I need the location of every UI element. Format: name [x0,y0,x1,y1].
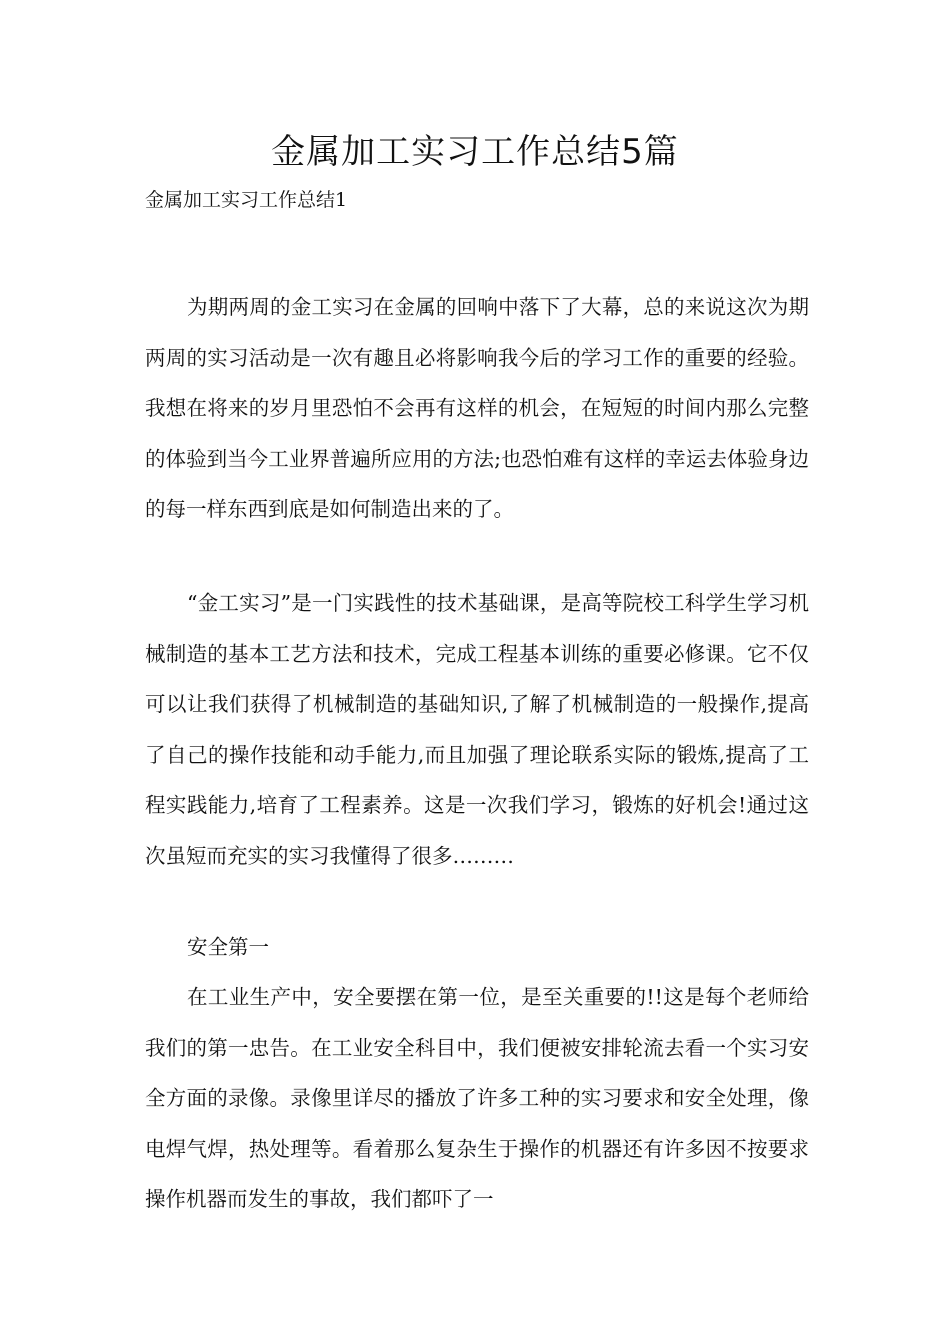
document-title: 金属加工实习工作总结5篇 [271,132,679,172]
section-heading: 金属加工实习工作总结1 [145,189,348,211]
paragraph-1: 为期两周的金工实习在金属的回响中落下了大幕，总的来说这次为期两周的实习活动是一次有趣且必将影响我今后的学习工作的重要的经验。我想在将来的岁月里恐怕不会再有这样的机会，在短短的时间内那么完整的体验到当今工业界普遍所应用的方法;也恐怕难有这样的幸运去体验身边的每一样东西到底是如何制造出来的了。 [145,295,809,521]
paragraph-3: 在工业生产中，安全要摆在第一位，是至关重要的!!这是每个老师给我们的第一忠告。在工业安全科目中，我们便被安排轮流去看一个实习安全方面的录像。录像里详尽的播放了许多工种的实习要求和安全处理，像电焊气焊，热处理等。看着那么复杂生于操作的机器还有许多因不按要求操作机器而发生的事故，我们都吓了一 [145,985,809,1211]
paragraph-2: “金工实习”是一门实践性的技术基础课，是高等院校工科学生学习机械制造的基本工艺方法和技术，完成工程基本训练的重要必修课。它不仅可以让我们获得了机械制造的基础知识,了解了机械制造的一般操作,提高了自己的操作技能和动手能力,而且加强了理论联系实际的锻炼,提高了工程实践能力,培育了工程素养。这是一次我们学习，锻炼的好机会!通过这次虽短而充实的实习我懂得了很多……… [145,591,809,868]
subheading-safety-first: 安全第一 [187,935,269,959]
